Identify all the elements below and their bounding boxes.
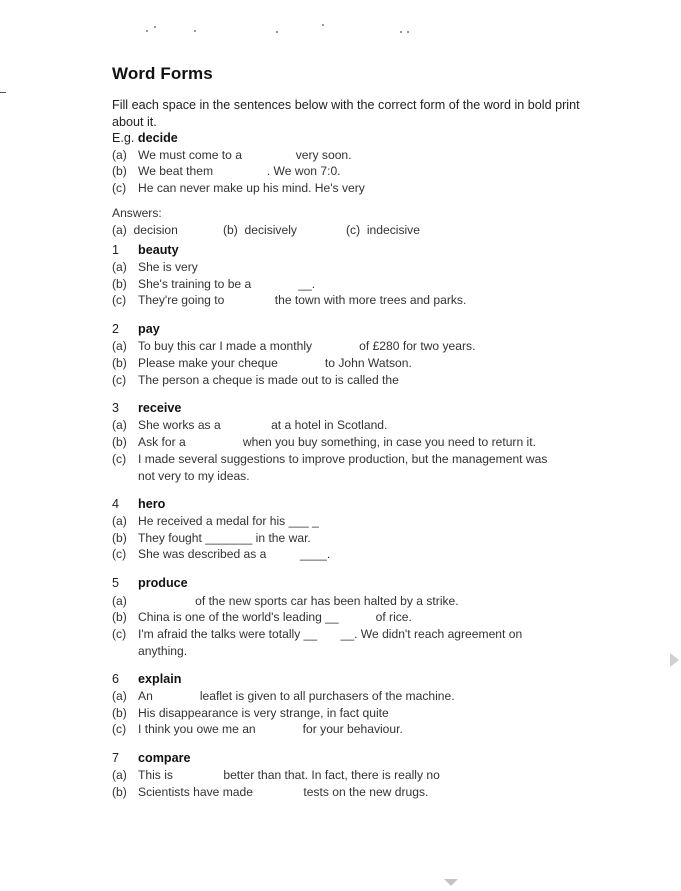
exercise-line (112, 277, 315, 292)
exercise-number: 5 (112, 576, 120, 590)
line-text: Scientists have made tests on the new drugs. (138, 785, 429, 799)
answer-item (346, 223, 420, 237)
scan-speck (146, 30, 148, 32)
exercise-line (112, 610, 412, 625)
line-text: The person a cheque is made out to is called the (138, 373, 399, 387)
exercise-line (112, 356, 412, 371)
exercise-line (112, 260, 198, 275)
line-text: China is one of the world's leading __ of rice. (138, 610, 412, 624)
line-label: (c) (112, 181, 127, 195)
line-text: Please make your cheque to John Watson. (138, 356, 412, 370)
example-line (112, 181, 365, 196)
exercise-heading (112, 497, 165, 511)
exercise-heading (112, 576, 188, 590)
exercise-word: pay (138, 322, 160, 336)
line-text: of the new sports car has been halted by a strike. (138, 594, 459, 608)
line-text: She works as a at a hotel in Scotland. (138, 418, 388, 432)
answer-item (223, 223, 297, 237)
answer-label: (c) (346, 223, 361, 237)
line-text: I'm afraid the talks were totally __ __. We didn't reach agreement on (138, 627, 523, 641)
line-text: His disappearance is very strange, in fact quite (138, 706, 389, 720)
line-label: (a) (112, 514, 127, 528)
line-text: They're going to the town with more trees and parks. (138, 293, 467, 307)
scan-speck (322, 24, 324, 26)
line-label: (a) (112, 260, 127, 274)
exercise-line (112, 339, 475, 354)
line-text: This is better than that. In fact, there is really no (138, 768, 440, 782)
exercise-word: beauty (138, 243, 179, 257)
scan-speck (194, 30, 196, 32)
line-label: (c) (112, 547, 127, 561)
exercise-heading (112, 401, 181, 415)
line-text: An leaflet is given to all purchasers of the machine. (138, 689, 455, 703)
line-label: (b) (112, 164, 127, 178)
instructions: Fill each space in the sentences below with the correct form of the word in bold print about it. (112, 98, 580, 129)
line-label: (a) (112, 689, 127, 703)
example-prefix: E.g. (112, 131, 135, 145)
line-text: She's training to be a __. (138, 277, 316, 291)
exercise-number: 7 (112, 751, 120, 765)
answers-label: Answers: (112, 206, 162, 220)
exercise-line (112, 293, 466, 308)
line-label: (c) (112, 627, 127, 641)
line-label: (a) (112, 418, 127, 432)
line-label: (b) (112, 435, 127, 449)
answer-text: indecisive (366, 223, 420, 237)
scan-speck (154, 26, 156, 28)
line-label: (a) (112, 339, 127, 353)
exercise-word: receive (138, 401, 182, 415)
line-label: (b) (112, 610, 127, 624)
answer-label: (a) (112, 223, 127, 237)
exercise-line (112, 594, 459, 609)
exercise-word: produce (138, 576, 188, 590)
line-text: I think you owe me an for your behaviour. (138, 722, 403, 736)
exercise-line (112, 373, 399, 388)
exercise-line (112, 722, 403, 737)
exercise-word: explain (138, 672, 182, 686)
exercise-heading (112, 322, 160, 336)
exercise-number: 3 (112, 401, 120, 415)
example-line (112, 164, 341, 179)
line-label: (a) (112, 148, 127, 162)
line-text: She is very (138, 260, 198, 274)
line-label: (b) (112, 785, 127, 799)
exercise-line (112, 514, 319, 529)
exercise-word: hero (138, 497, 166, 511)
exercise-line (112, 627, 522, 642)
exercise-line (112, 531, 311, 546)
exercise-number: 6 (112, 672, 120, 686)
answer-label: (b) (223, 223, 238, 237)
page-edge-arrow-icon (670, 653, 679, 667)
exercise-line (112, 706, 389, 721)
exercise-line-continuation: anything. (138, 644, 188, 658)
exercise-heading (112, 243, 179, 257)
exercise-line (112, 435, 536, 450)
scan-mark (0, 92, 6, 93)
line-text: To buy this car I made a monthly of £280 for two years. (138, 339, 476, 353)
scan-speck (400, 31, 402, 33)
line-text: Ask for a when you buy something, in case you need to return it. (138, 435, 536, 449)
exercise-line-continuation: not very to my ideas. (138, 469, 250, 483)
line-text: We beat them . We won 7:0. (138, 164, 341, 178)
line-label: (c) (112, 293, 127, 307)
exercise-line (112, 768, 440, 783)
answer-text: decision (133, 223, 178, 237)
line-label: (b) (112, 356, 127, 370)
scan-speck (276, 31, 278, 33)
line-label: (a) (112, 594, 127, 608)
example-heading (112, 131, 178, 145)
line-text: She was described as a ____. (138, 547, 331, 561)
line-label: (c) (112, 722, 127, 736)
scan-speck (407, 31, 409, 33)
line-label: (b) (112, 531, 127, 545)
line-label: (b) (112, 277, 127, 291)
exercise-line (112, 418, 387, 433)
example-word: decide (137, 131, 178, 145)
exercise-line (112, 452, 547, 467)
example-line (112, 148, 352, 163)
line-label: (c) (112, 373, 127, 387)
answer-item (112, 223, 178, 237)
line-text: I made several suggestions to improve production, but the management was (138, 452, 548, 466)
exercise-heading (112, 751, 191, 765)
exercise-line (112, 785, 428, 800)
page-bottom-mark-icon (444, 879, 458, 886)
exercise-line (112, 547, 330, 562)
line-label: (a) (112, 768, 127, 782)
exercise-word: compare (138, 751, 191, 765)
exercise-number: 1 (112, 243, 120, 257)
line-label: (b) (112, 706, 127, 720)
answer-text: decisively (244, 223, 297, 237)
exercise-heading (112, 672, 181, 686)
exercise-number: 4 (112, 497, 120, 511)
exercise-number: 2 (112, 322, 120, 336)
line-label: (c) (112, 452, 127, 466)
page-title: Word Forms (112, 64, 213, 83)
exercise-line (112, 689, 455, 704)
line-text: We must come to a very soon. (138, 148, 352, 162)
line-text: They fought _______ in the war. (138, 531, 311, 545)
line-text: He can never make up his mind. He's very (138, 181, 365, 195)
line-text: He received a medal for his ___ _ (138, 514, 319, 528)
